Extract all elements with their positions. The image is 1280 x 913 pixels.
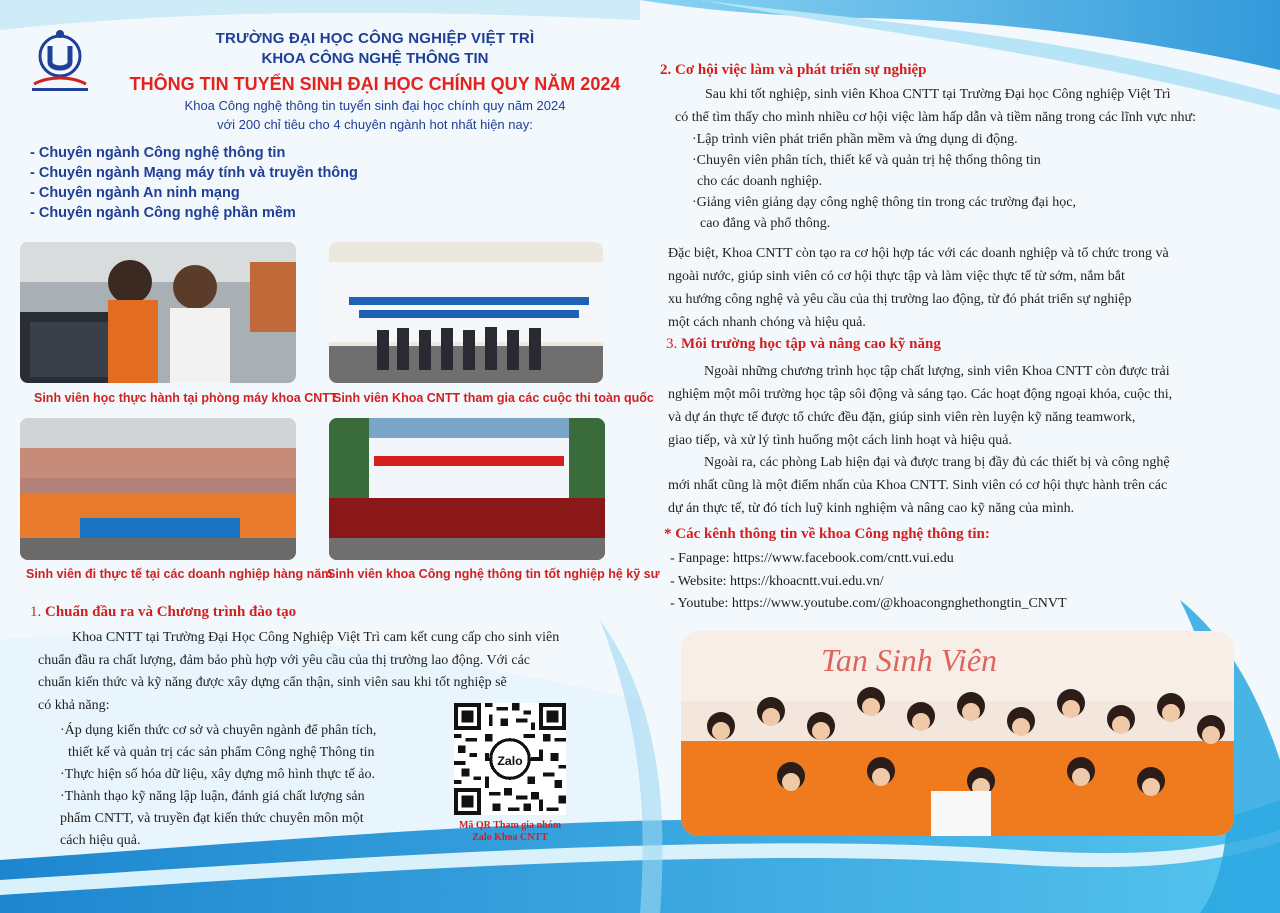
text-line: nghiệm một môi trường học tập sôi động và sáng tạo. Các hoạt động ngoại khóa, cuộc thi, — [668, 387, 1173, 402]
qr-caption-line: Zalo Khoa CNTT — [472, 832, 548, 843]
bullet-line: ·Áp dụng kiến thức cơ sở và chuyên ngành để phân tích, — [60, 723, 377, 738]
section-3-title-text: Môi trường học tập và nâng cao kỹ năng — [681, 336, 941, 352]
text-line: Đặc biệt, Khoa CNTT còn tạo ra cơ hội hợp tác với các doanh nghiệp và tổ chức trong và — [668, 246, 1169, 261]
qr-caption — [440, 820, 580, 844]
website-link[interactable]: - Website: https://khoacntt.vui.edu.vn/ — [670, 573, 884, 589]
channels-list — [670, 548, 1067, 616]
page-title: THÔNG TIN TUYỂN SINH ĐẠI HỌC CHÍNH QUY NĂM 2024 — [129, 74, 621, 94]
svg-text:Tan Sinh Viên: Tan Sinh Viên — [821, 642, 998, 678]
section-2-paragraph — [675, 84, 1245, 129]
section-2-title: 2. Cơ hội việc làm và phát triển sự nghiệp — [660, 62, 927, 78]
text-line: chuẩn kiến thức và kỹ năng được xây dựng cẩn thận, sinh viên sau khi tốt nghiệp sẽ — [38, 675, 507, 690]
qr-caption-line: Mã QR Tham gia nhóm — [458, 820, 562, 831]
zalo-qr-code[interactable] — [454, 703, 566, 815]
photo-new-students — [681, 631, 1234, 836]
text-line: Khoa CNTT tại Trường Đại Học Công Nghiệp Việt Trì cam kết cung cấp cho sinh viên — [72, 630, 560, 645]
section-1-title-text: Chuẩn đầu ra và Chương trình đào tạo — [45, 604, 297, 620]
bullet-line: ·Giảng viên giảng dạy công nghệ thông tin trong các trường đại học, — [692, 195, 1076, 210]
youtube-link[interactable]: - Youtube: https://www.youtube.com/@khoacongnghethongtin_CNVT — [670, 596, 1067, 611]
section-1-bullets — [60, 720, 410, 852]
text-line: mới nhất cũng là một điểm nhấn của Khoa CNTT. Sinh viên có cơ hội thực hành trên các — [668, 478, 1168, 493]
text-line: chuẩn đầu ra chất lượng, đảm bảo phù hợp với yêu cầu của thị trường lao động. Với các — [38, 652, 531, 668]
major-item: - Chuyên ngành An ninh mạng — [30, 185, 240, 201]
intro-line-2: với 200 chỉ tiêu cho 4 chuyên ngành hot nhất hiện nay: — [217, 117, 533, 132]
faculty-name: KHOA CÔNG NGHỆ THÔNG TIN — [261, 50, 489, 67]
majors-list — [30, 143, 358, 223]
channels-title: * Các kênh thông tin về khoa Công nghệ thông tin: — [664, 526, 990, 542]
photo-competition — [329, 242, 603, 383]
photo-computer-lab — [20, 242, 296, 383]
photo-graduation — [329, 418, 605, 560]
section-3-paragraph — [668, 360, 1228, 452]
text-line: giao tiếp, và xử lý tình huống một cách linh hoạt và hiệu quả. — [668, 433, 1012, 448]
text-line: xu hướng công nghệ và yêu cầu của thị trường lao động, từ đó phát triển sự nghiệp — [668, 292, 1132, 307]
text-line: Ngoài ra, các phòng Lab hiện đại và được trang bị đầy đủ các thiết bị và công nghệ — [704, 455, 1170, 470]
bullet-line: cho các doanh nghiệp. — [697, 174, 823, 189]
bullet-line: phẩm CNTT, và truyền đạt kiến thức chuyên môn một — [60, 811, 364, 826]
university-logo — [14, 26, 100, 98]
qr-center-label: Zalo — [497, 753, 523, 768]
caption-competition: Sinh viên Khoa CNTT tham gia các cuộc thi toàn quốc — [333, 391, 654, 405]
school-name: TRƯỜNG ĐẠI HỌC CÔNG NGHIỆP VIỆT TRÌ — [215, 30, 535, 47]
bullet-line: ·Thực hiện số hóa dữ liệu, xây dựng mô hình thực tế ảo. — [60, 767, 375, 782]
major-item: - Chuyên ngành Công nghệ phần mềm — [30, 205, 296, 221]
bullet-line: ·Thành thạo kỹ năng lập luận, đánh giá chất lượng sản — [60, 789, 365, 804]
section-3-number: 3. — [666, 336, 681, 352]
text-line: có thể tìm thấy cho mình nhiều cơ hội việc làm hấp dẫn và tiềm năng trong các lĩnh vực như: — [675, 109, 1196, 125]
text-line: ngoài nước, giúp sinh viên có cơ hội thực tập và làm việc thực tế từ sớm, nắm bắt — [668, 269, 1125, 284]
section-3-title — [666, 336, 941, 353]
section-1-title — [30, 604, 296, 621]
text-line: Sau khi tốt nghiệp, sinh viên Khoa CNTT tại Trường Đại học Công nghiệp Việt Trì — [705, 87, 1171, 102]
caption-computer-lab: Sinh viên học thực hành tại phòng máy khoa CNTT — [34, 391, 338, 405]
intro-line-1: Khoa Công nghệ thông tin tuyển sinh đại học chính quy năm 2024 — [184, 98, 566, 113]
text-line: một cách nhanh chóng và hiệu quả. — [668, 315, 866, 330]
text-line: và dự án thực tế được tổ chức đều đặn, giúp sinh viên rèn luyện kỹ năng teamwork, — [668, 410, 1136, 425]
fanpage-link[interactable]: - Fanpage: https://www.facebook.com/cntt.vui.edu — [670, 551, 954, 566]
major-item: - Chuyên ngành Mạng máy tính và truyền thông — [30, 165, 358, 181]
text-line: dự án thực tế, từ đó tích luỹ kinh nghiệm và nâng cao kỹ năng của mình. — [668, 501, 1075, 516]
section-2-bullets — [692, 129, 1192, 234]
photo-field-trip — [20, 418, 296, 560]
bullet-line: cách hiệu quả. — [60, 833, 141, 848]
bullet-line: thiết kế và quản trị các sản phẩm Công nghệ Thông tin — [68, 745, 375, 760]
caption-field-trip: Sinh viên đi thực tế tại các doanh nghiệp hàng năm — [26, 567, 333, 581]
text-line: có khả năng: — [38, 697, 110, 713]
text-line: Ngoài những chương trình học tập chất lượng, sinh viên Khoa CNTT còn được trải — [704, 364, 1170, 379]
section-1-number: 1. — [30, 604, 45, 620]
section-2-paragraph-2 — [668, 242, 1228, 334]
bullet-line: cao đẳng và phổ thông. — [700, 216, 831, 231]
major-item: - Chuyên ngành Công nghệ thông tin — [30, 145, 286, 161]
section-3-paragraph-2 — [668, 451, 1228, 520]
bullet-line: ·Chuyên viên phân tích, thiết kế và quản trị hệ thống thông tin — [692, 153, 1041, 168]
bullet-line: ·Lập trình viên phát triển phần mềm và ứng dụng di động. — [692, 132, 1018, 147]
caption-graduation: Sinh viên khoa Công nghệ thông tin tốt nghiệp hệ kỹ sư — [327, 567, 660, 581]
